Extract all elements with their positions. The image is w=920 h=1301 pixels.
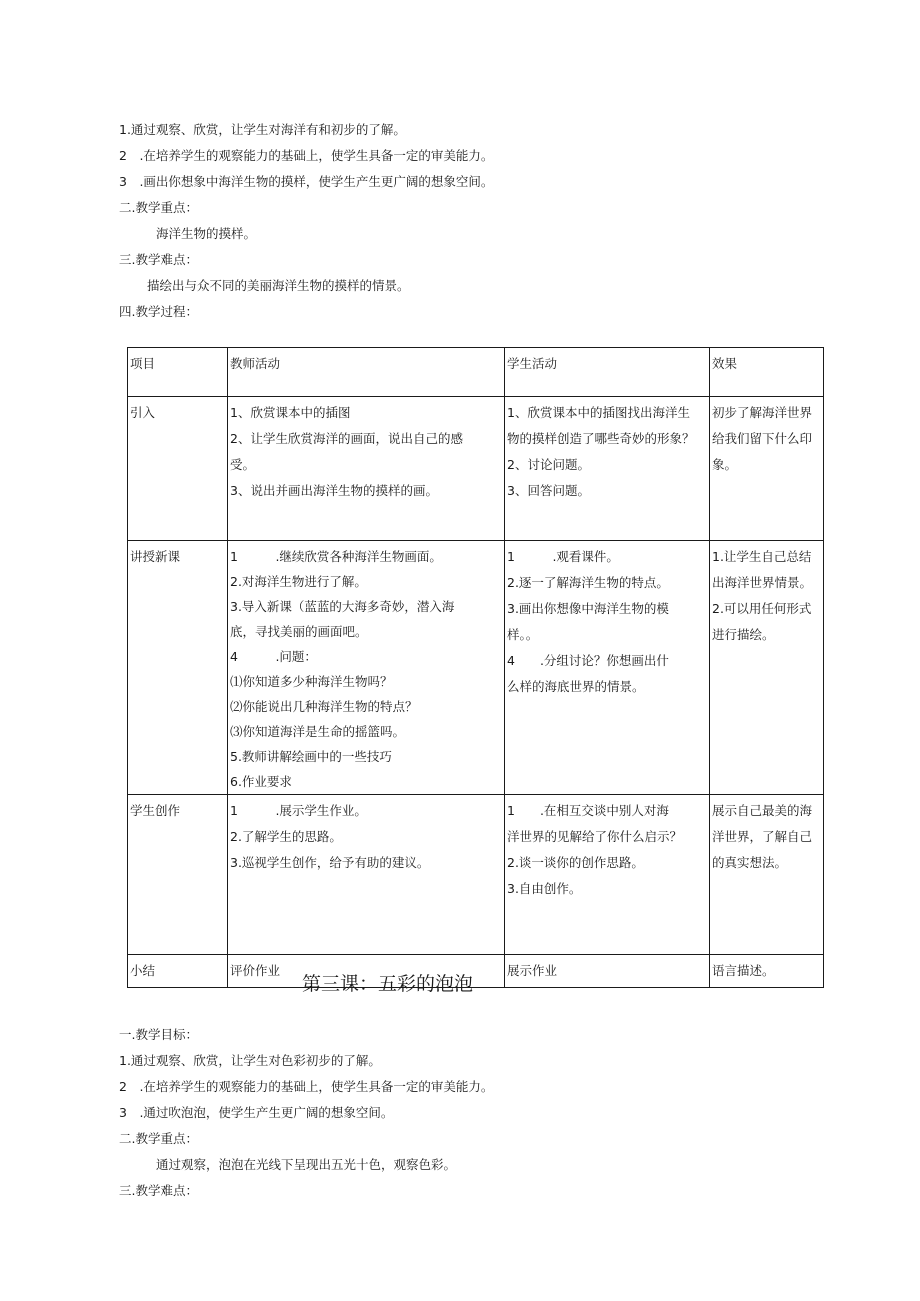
student-cell bbox=[505, 541, 710, 795]
effect-line: 语言描述。 bbox=[712, 963, 775, 978]
student-line: 3.画出你想像中海洋生物的模 bbox=[507, 601, 669, 616]
teaching-process-table bbox=[127, 347, 824, 988]
item-cell bbox=[128, 397, 228, 541]
table-row bbox=[128, 397, 824, 541]
table-row bbox=[128, 795, 824, 955]
effect-line: 给我们留下什么印 bbox=[712, 431, 813, 446]
header-teacher-label: 教师活动 bbox=[230, 356, 281, 371]
header-student bbox=[505, 348, 710, 397]
item-cell bbox=[128, 955, 228, 988]
teacher-line: 1、欣赏课本中的插图 bbox=[230, 405, 351, 420]
effect-line: 1.让学生自己总结 bbox=[712, 549, 812, 564]
lesson3-objective-3: 3 .通过吹泡泡，使学生产生更广阔的想象空间。 bbox=[119, 1105, 394, 1120]
teacher-line: ⑵你能说出几种海洋生物的特点？ bbox=[230, 699, 418, 714]
header-item-label: 项目 bbox=[130, 356, 156, 371]
difficulty-text: 描绘出与众不同的美丽海洋生物的摸样的情景。 bbox=[147, 278, 410, 293]
student-cell bbox=[505, 397, 710, 541]
lesson3-title: 第三课：五彩的泡泡 bbox=[302, 973, 474, 995]
teacher-cell bbox=[228, 541, 505, 795]
teacher-line: 2、让学生欣赏海洋的画面，说出自己的感 bbox=[230, 431, 463, 446]
student-line: 2.逐一了解海洋生物的特点。 bbox=[507, 575, 669, 590]
header-teacher bbox=[228, 348, 505, 397]
student-line: 1、欣赏课本中的插图找出海洋生 bbox=[507, 405, 690, 420]
process-title: 四.教学过程： bbox=[119, 304, 198, 319]
effect-line: 的真实想法。 bbox=[712, 855, 788, 870]
key-point-text: 海洋生物的摸样。 bbox=[156, 226, 257, 241]
item-label: 引入 bbox=[130, 405, 156, 420]
teacher-line: 受。 bbox=[230, 457, 256, 472]
student-cell bbox=[505, 795, 710, 955]
effect-cell bbox=[710, 397, 824, 541]
lesson3-objective-2: 2 .在培养学生的观察能力的基础上，使学生具备一定的审美能力。 bbox=[119, 1079, 494, 1094]
table-row bbox=[128, 955, 824, 988]
student-line: 1 .观看课件。 bbox=[507, 549, 619, 564]
teacher-line: ⑶你知道海洋是生命的摇篮吗。 bbox=[230, 724, 406, 739]
objective-1: 1.通过观察、欣赏，让学生对海洋有和初步的了解。 bbox=[119, 122, 406, 137]
table-header-row bbox=[128, 348, 824, 397]
teacher-line: 3.导入新课（蓝蓝的大海多奇妙，潜入海 bbox=[230, 599, 455, 614]
teacher-line: 1 .展示学生作业。 bbox=[230, 803, 367, 818]
student-line: 洋世界的见解给了你什么启示？ bbox=[507, 829, 683, 844]
effect-line: 初步了解海洋世界 bbox=[712, 405, 813, 420]
item-label: 小结 bbox=[130, 963, 156, 978]
student-line: 3、回答问题。 bbox=[507, 483, 590, 498]
effect-line: 象。 bbox=[712, 457, 738, 472]
student-line: 1 .在相互交谈中别人对海 bbox=[507, 803, 669, 818]
teacher-line: 4 .问题： bbox=[230, 649, 317, 664]
effect-cell bbox=[710, 955, 824, 988]
teacher-line: 3、说出并画出海洋生物的摸样的画。 bbox=[230, 483, 438, 498]
teacher-line: 1 .继续欣赏各种海洋生物画面。 bbox=[230, 549, 442, 564]
item-cell bbox=[128, 541, 228, 795]
student-line: 3.自由创作。 bbox=[507, 881, 582, 896]
teacher-line: 底，寻找美丽的画面吧。 bbox=[230, 624, 368, 639]
lesson3-key-point-title: 二.教学重点： bbox=[119, 1131, 198, 1146]
effect-cell bbox=[710, 541, 824, 795]
teacher-line: 评价作业 bbox=[230, 963, 281, 978]
header-item bbox=[128, 348, 228, 397]
teacher-line: 3.巡视学生创作，给予有助的建议。 bbox=[230, 855, 430, 870]
objective-2: 2 .在培养学生的观察能力的基础上，使学生具备一定的审美能力。 bbox=[119, 148, 494, 163]
effect-line: 进行描绘。 bbox=[712, 627, 775, 642]
header-effect-label: 效果 bbox=[712, 356, 738, 371]
effect-cell bbox=[710, 795, 824, 955]
effect-line: 展示自己最美的海 bbox=[712, 803, 813, 818]
student-line: 2、讨论问题。 bbox=[507, 457, 590, 472]
student-line: 么样的海底世界的情景。 bbox=[507, 679, 645, 694]
teacher-line: 2.了解学生的思路。 bbox=[230, 829, 342, 844]
teacher-line: ⑴你知道多少种海洋生物吗？ bbox=[230, 674, 393, 689]
teacher-line: 5.教师讲解绘画中的一些技巧 bbox=[230, 749, 392, 764]
lesson3-objectives-title: 一.教学目标： bbox=[119, 1027, 198, 1042]
student-line: 4 .分组讨论？你想画出什 bbox=[507, 653, 669, 668]
item-label: 讲授新课 bbox=[130, 549, 181, 564]
item-cell bbox=[128, 795, 228, 955]
lesson3-key-point-text: 通过观察，泡泡在光线下呈现出五光十色，观察色彩。 bbox=[156, 1157, 457, 1172]
student-cell bbox=[505, 955, 710, 988]
student-line: 样。。 bbox=[507, 627, 539, 642]
teacher-cell bbox=[228, 397, 505, 541]
difficulty-title: 三.教学难点： bbox=[119, 252, 198, 267]
student-line: 物的摸样创造了哪些奇妙的形象？ bbox=[507, 431, 695, 446]
student-line: 展示作业 bbox=[507, 963, 558, 978]
item-label: 学生创作 bbox=[130, 803, 181, 818]
teacher-line: 6.作业要求 bbox=[230, 774, 292, 789]
header-effect bbox=[710, 348, 824, 397]
key-point-title: 二.教学重点： bbox=[119, 200, 198, 215]
table-row bbox=[128, 541, 824, 795]
teacher-line: 2.对海洋生物进行了解。 bbox=[230, 574, 367, 589]
effect-line: 洋世界，了解自己 bbox=[712, 829, 813, 844]
lesson3-objective-1: 1.通过观察、欣赏，让学生对色彩初步的了解。 bbox=[119, 1053, 381, 1068]
objective-3: 3 .画出你想象中海洋生物的摸样，使学生产生更广阔的想象空间。 bbox=[119, 174, 494, 189]
student-line: 2.谈一谈你的创作思路。 bbox=[507, 855, 644, 870]
effect-line: 2.可以用任何形式 bbox=[712, 601, 812, 616]
teacher-cell bbox=[228, 795, 505, 955]
lesson3-difficulty-title: 三.教学难点： bbox=[119, 1183, 198, 1198]
effect-line: 出海洋世界情景。 bbox=[712, 575, 813, 590]
header-student-label: 学生活动 bbox=[507, 356, 558, 371]
